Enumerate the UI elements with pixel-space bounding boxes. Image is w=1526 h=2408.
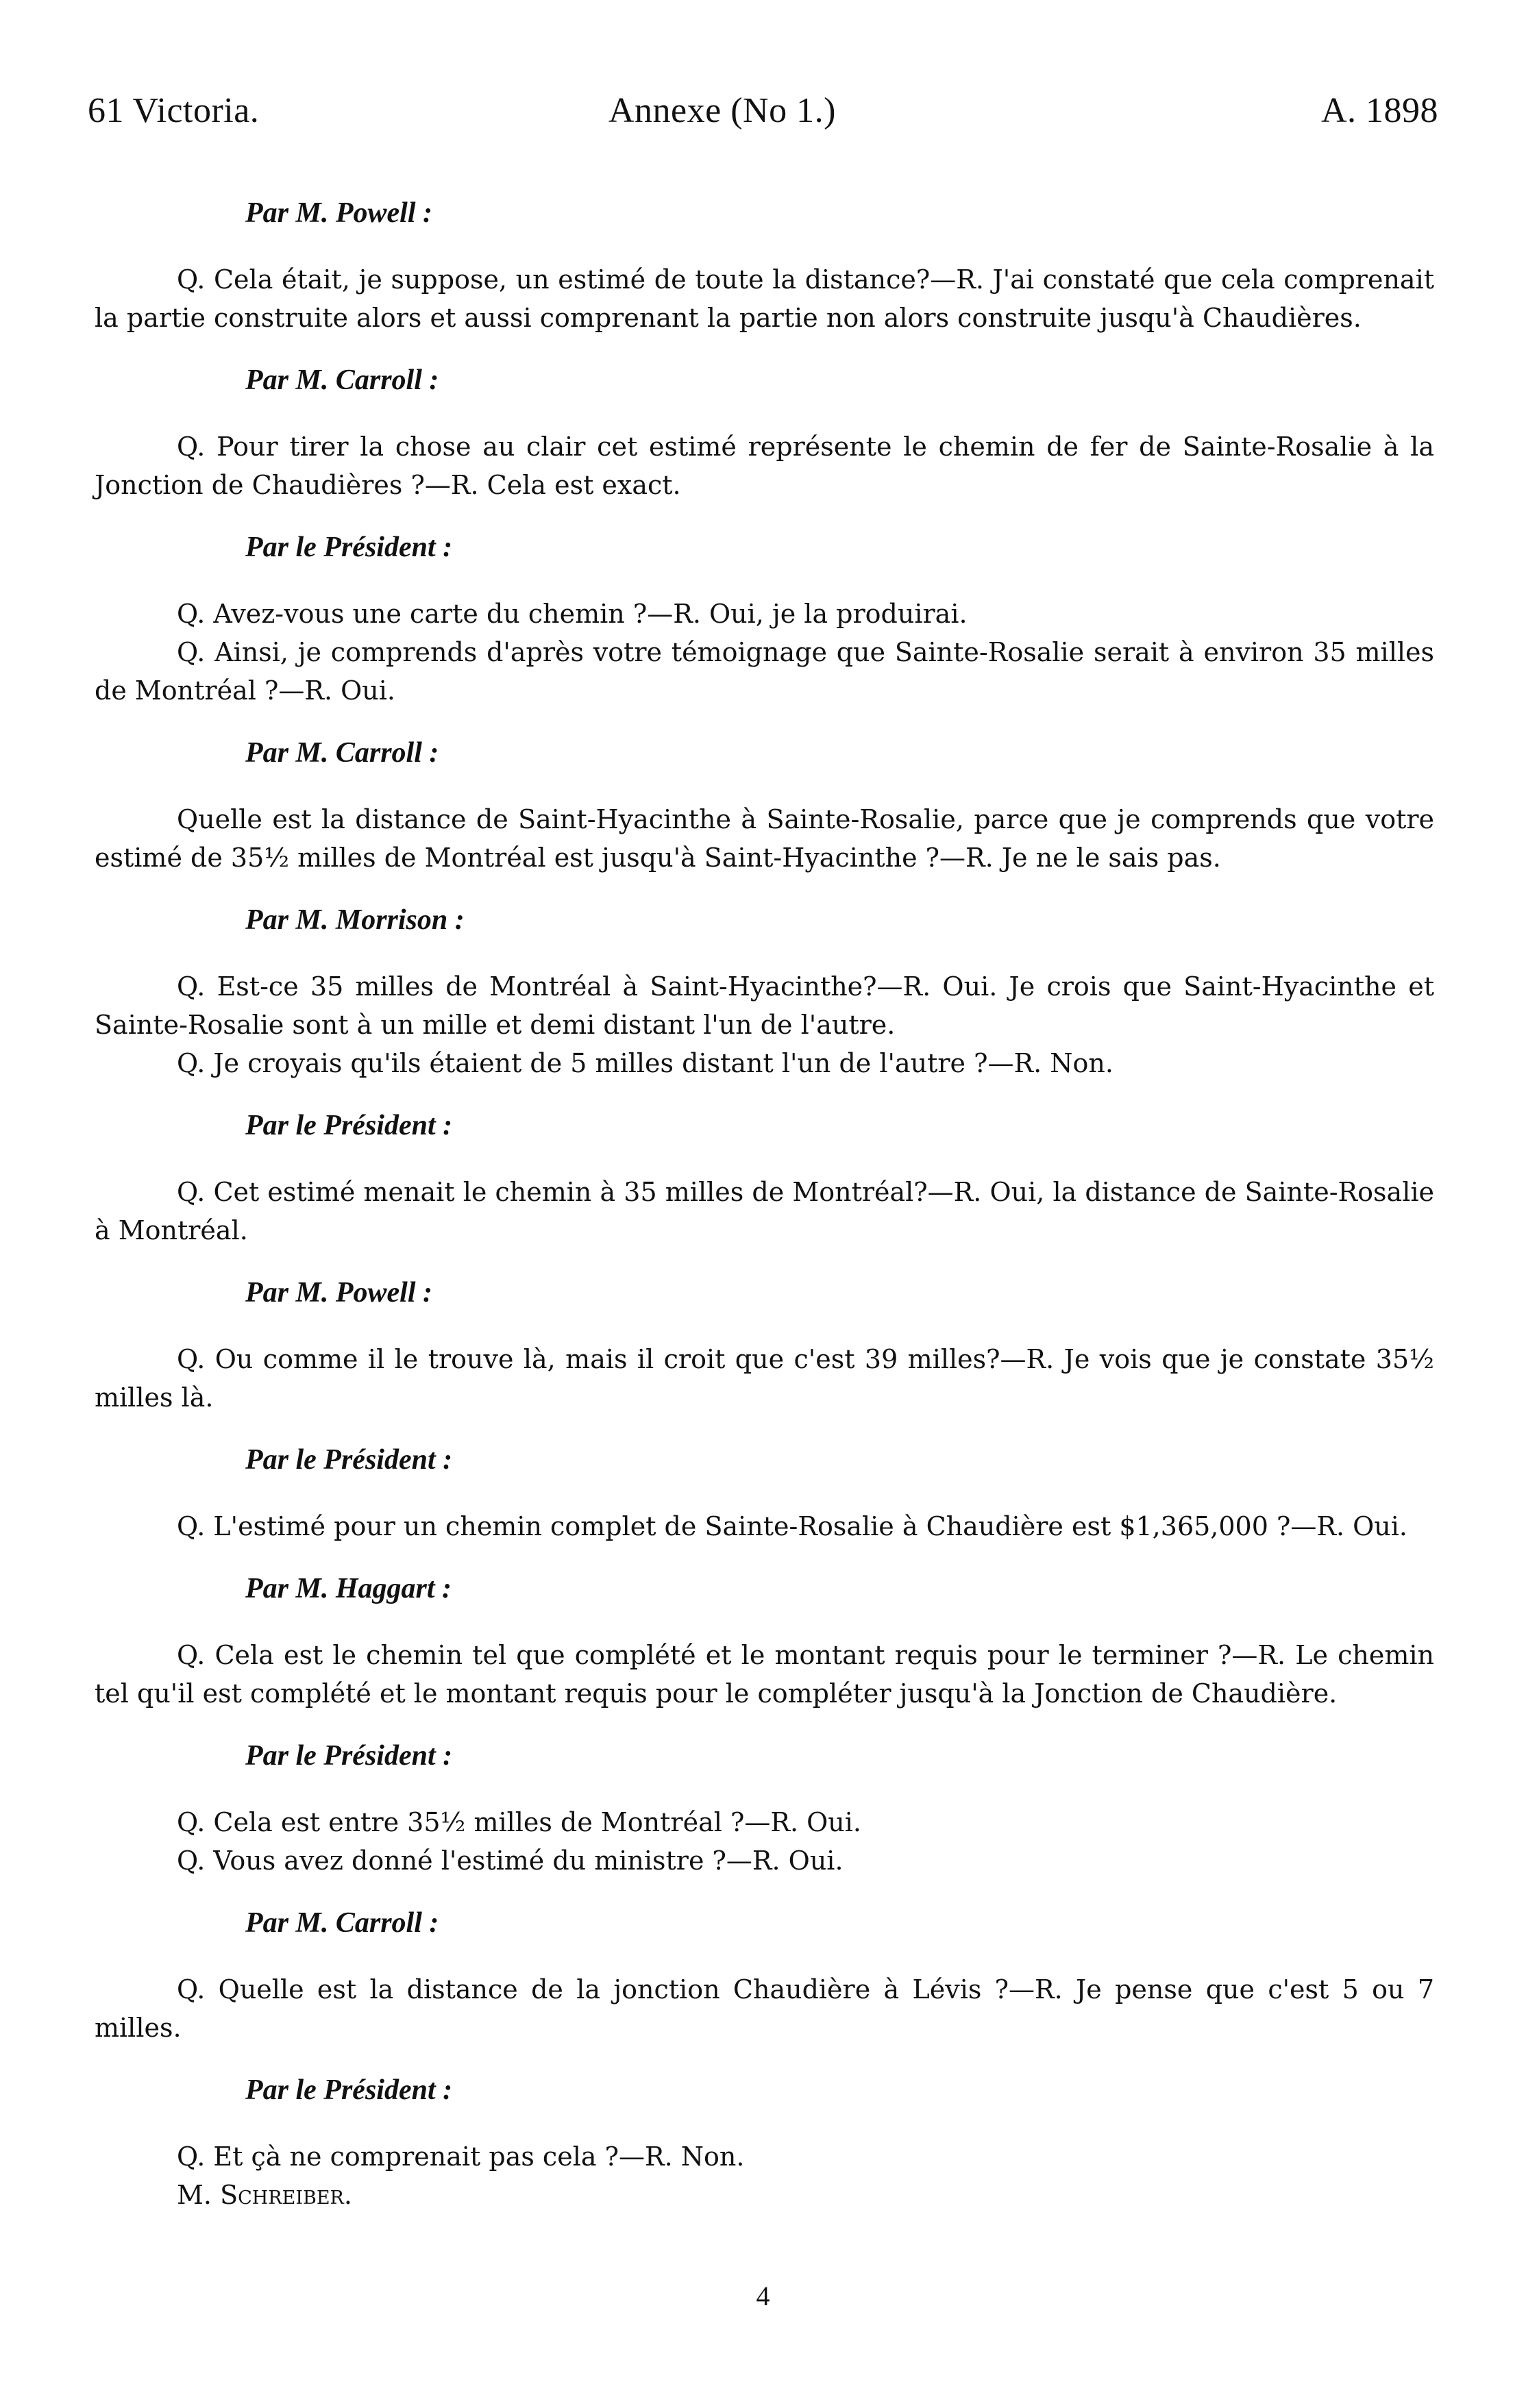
exchange-block [95,527,1434,710]
speaker-label: Par le Président : [245,2074,453,2106]
exchange-block [95,193,1434,337]
question-answer: Q. Est-ce 35 milles de Montréal à Saint-Hyacinthe?—R. Oui. Je crois que Saint-Hyacinthe et Sainte-Rosalie sont à un mille et demi distant l'un de l'autre. [95,971,1434,1040]
question-answer: Q. Et çà ne comprenait pas cela ?—R. Non. [177,2142,745,2172]
question-answer: Q. L'estimé pour un chemin complet de Sainte-Rosalie à Chaudière est $1,365,000 ?—R. Oui. [177,1511,1407,1541]
exchange-block [95,1440,1434,1546]
exchange-block [95,1569,1434,1713]
exchange-block [95,900,1434,1082]
question-answer: Q. Cela est entre 35½ milles de Montréal ?—R. Oui. [177,1807,861,1837]
question-answer: Q. Vous avez donné l'estimé du ministre ?—R. Oui. [177,1846,844,1876]
header-year: A. 1898 [1320,91,1438,130]
question-answer: Q. Avez-vous une carte du chemin ?—R. Oui, je la produirai. [177,599,968,629]
exchange-block [95,1903,1434,2047]
question-answer: Q. Quelle est la distance de la jonction Chaudière à Lévis ?—R. Je pense que c'est 5 ou 7 milles. [95,1974,1434,2043]
question-answer: Q. Cela était, je suppose, un estimé de toute la distance?—R. J'ai constaté que cela comprenait la partie construite alors et aussi comprenant la partie non alors construite jusqu'à Chaudières. [95,264,1434,333]
exchange-block [95,360,1434,504]
exchange-block [95,1736,1434,1880]
header-annex: Annexe (No 1.) [608,91,836,130]
question-answer: Q. Cela est le chemin tel que complété et le montant requis pour le terminer ?—R. Le chemin tel qu'il est complété et le montant requis pour le compléter jusqu'à la Jonction de Chaudière. [95,1640,1434,1709]
speaker-label: Par le Président : [245,1740,453,1772]
question-answer: Q. Ainsi, je comprends d'après votre témoignage que Sainte-Rosalie serait à environ 35 milles de Montréal ?—R. Oui. [95,637,1434,706]
exchange-block [95,1273,1434,1417]
exchange-block [95,733,1434,877]
exchange-block [95,1106,1434,1250]
speaker-label: Par M. Morrison : [245,904,465,936]
speaker-label: Par M. Carroll : [245,364,439,396]
speaker-label: Par le Président : [245,1110,453,1141]
speaker-label: Par M. Powell : [245,1277,432,1308]
speaker-label: Par M. Carroll : [245,737,439,769]
question-answer: Quelle est la distance de Saint-Hyacinthe à Sainte-Rosalie, parce que je comprends que votre estimé de 35½ milles de Montréal est jusqu'à Saint-Hyacinthe ?—R. Je ne le sais pas. [95,804,1434,873]
speaker-label: Par M. Haggart : [245,1573,452,1604]
speaker-label: Par le Président : [245,1444,453,1476]
header-session: 61 Victoria. [88,91,260,130]
question-answer: Q. Pour tirer la chose au clair cet estimé représente le chemin de fer de Sainte-Rosalie à la Jonction de Chaudières ?—R. Cela est exact. [95,432,1434,500]
page-number: 4 [756,2281,770,2311]
witness-signature: M. Schreiber. [177,2180,352,2210]
question-answer: Q. Cet estimé menait le chemin à 35 milles de Montréal?—R. Oui, la distance de Sainte-Rosalie à Montréal. [95,1177,1434,1245]
speaker-label: Par le Président : [245,532,453,563]
question-answer: Q. Je croyais qu'ils étaient de 5 milles distant l'un de l'autre ?—R. Non. [177,1048,1113,1078]
speaker-label: Par M. Carroll : [245,1907,439,1939]
exchange-block [95,2070,1434,2214]
question-answer: Q. Ou comme il le trouve là, mais il croit que c'est 39 milles?—R. Je vois que je constate 35½ milles là. [95,1344,1434,1413]
running-header [88,90,1438,145]
transcript-body [95,193,1434,2214]
speaker-label: Par M. Powell : [245,197,432,229]
